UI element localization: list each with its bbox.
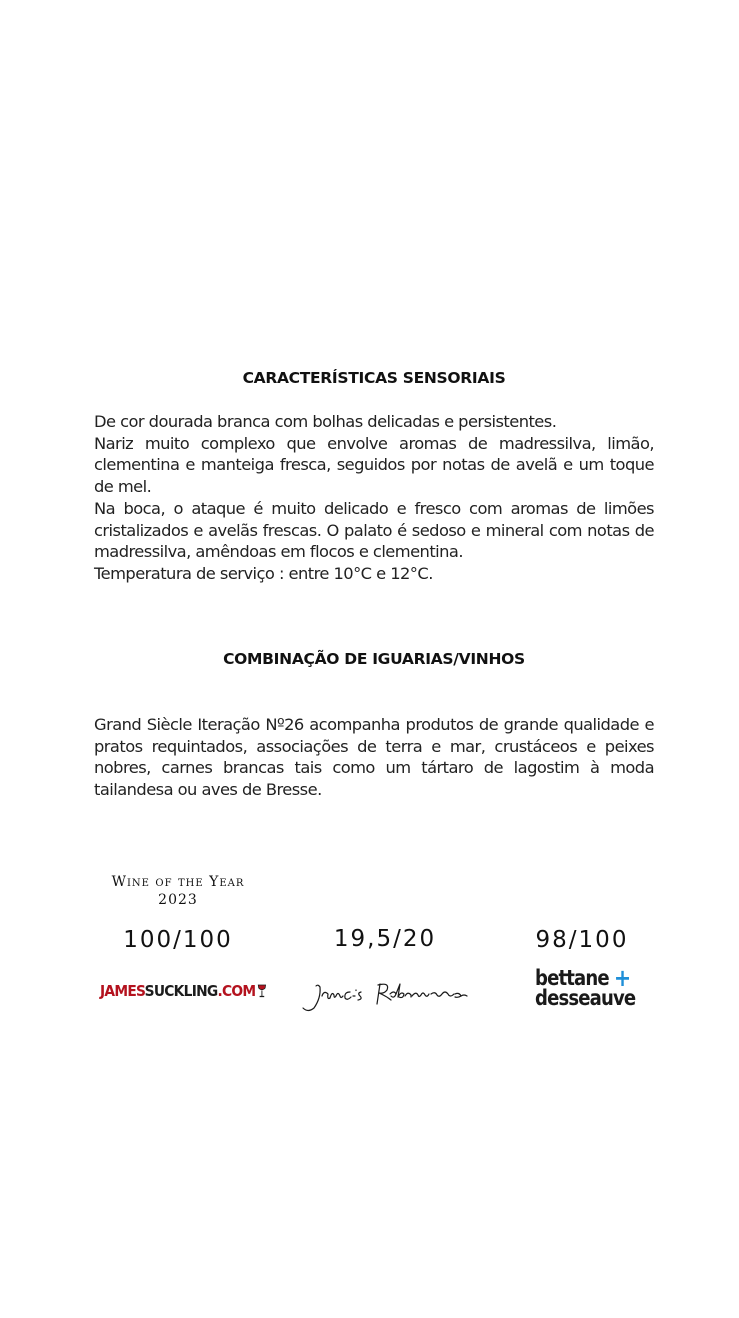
james-suckling-logo	[100, 982, 266, 1000]
sensory-paragraph-nose: Nariz muito complexo que envolve aromas de madressilva, limão, clementina e manteiga fresca, seguidos por notas de avelã e um toque de mel.	[94, 433, 654, 497]
jancis-robinson-signature-icon	[298, 970, 473, 1016]
james-suckling-logo-part3: .COM	[217, 982, 256, 1000]
pairing-description	[94, 714, 654, 801]
award-label	[94, 873, 262, 909]
bettane-desseauve-logo-line1: bettane	[535, 966, 609, 990]
award-label-title: Wine of the Year	[111, 874, 245, 890]
pairing-paragraph: Grand Siècle Iteração Nº26 acompanha produtos de grande qualidade e pratos requintados, associações de terra e mar, crustáceos e peixes nobres, carnes brancas tais como um tártaro de lagostim à moda tailandesa ou aves de Bresse.	[94, 715, 654, 800]
sensory-title: CARACTERÍSTICAS SENSORIAIS	[242, 369, 506, 387]
plus-icon: +	[613, 964, 631, 992]
score-jancis-robinson: 19,5/20	[333, 926, 437, 952]
sensory-paragraph-palate: Na boca, o ataque é muito delicado e fresco com aromas de limões cristalizados e avelãs frescas. O palato é sedoso e mineral com notas de madressilva, amêndoas em flocos e clementina.	[94, 498, 654, 562]
score-bettane-desseauve: 98/100	[535, 927, 629, 953]
wine-glass-icon	[257, 984, 266, 998]
score-james-suckling: 100/100	[123, 927, 233, 953]
pairing-title: COMBINAÇÃO DE IGUARIAS/VINHOS	[223, 650, 525, 668]
bettane-desseauve-logo	[535, 964, 636, 1010]
james-suckling-logo-part1: JAMES	[100, 982, 145, 1000]
sensory-paragraph-color: De cor dourada branca com bolhas delicadas e persistentes.	[94, 412, 557, 431]
bettane-desseauve-logo-line2: desseauve	[535, 986, 636, 1010]
james-suckling-logo-part2: SUCKLING	[144, 982, 218, 1000]
sensory-paragraph-temperature: Temperatura de serviço : entre 10°C e 12°C.	[94, 563, 433, 583]
sensory-description	[94, 411, 654, 585]
award-label-year: 2023	[158, 892, 198, 908]
